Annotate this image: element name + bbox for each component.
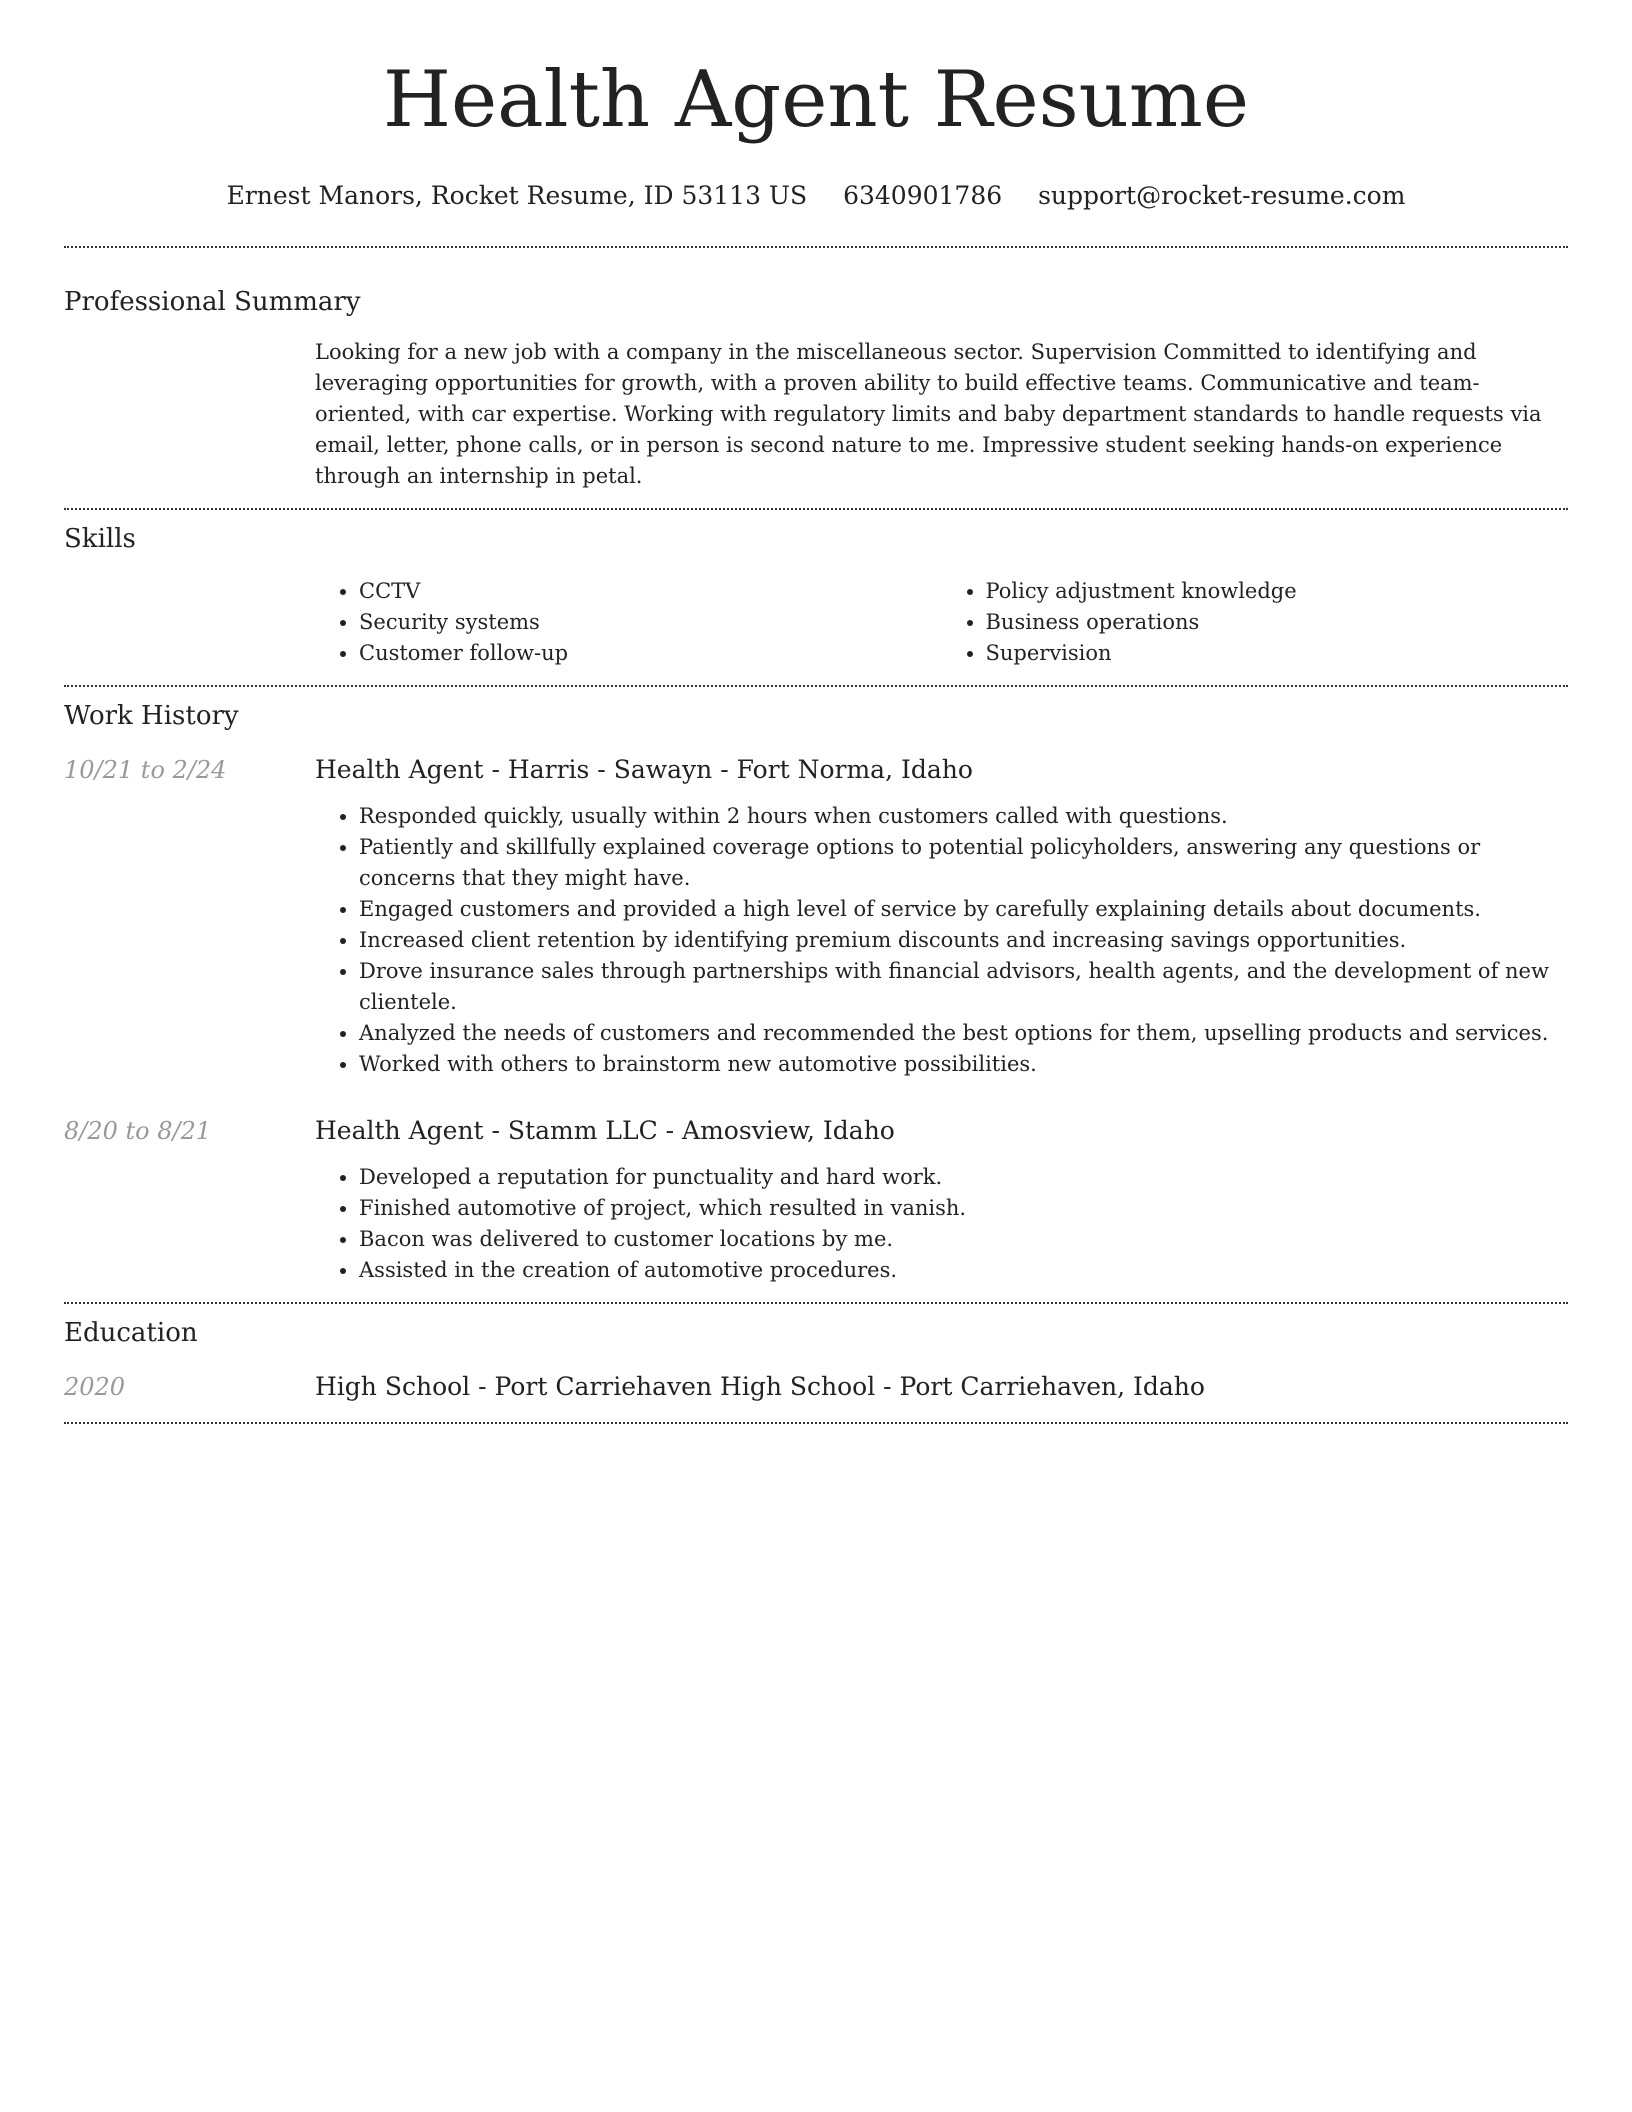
job-title: Health Agent - Stamm LLC - Amosview, Idaho (315, 1116, 895, 1145)
job-duties (315, 801, 1568, 1080)
job-duty: • Patiently and skillfully explained coverage options to potential policyholders, answering any questions or concerns that they might have. (359, 832, 1568, 894)
job-duty: • Worked with others to brainstorm new automotive possibilities. (359, 1049, 1568, 1080)
job-entry (64, 753, 1568, 1080)
skill-item: • Supervision (986, 638, 1569, 669)
job-duty: • Finished automotive of project, which resulted in vanish. (359, 1193, 1568, 1224)
job-duty: • Increased client retention by identifying premium discounts and increasing savings opportunities. (359, 925, 1568, 956)
education-section (64, 1316, 1568, 1404)
education-title: High School - Port Carriehaven High School - Port Carriehaven, Idaho (315, 1372, 1205, 1401)
education-heading: Education (64, 1318, 198, 1348)
section-divider (64, 508, 1568, 510)
education-year: 2020 (64, 1373, 126, 1401)
skills-list-right (942, 576, 1569, 669)
education-entry (64, 1370, 1568, 1404)
skills-section (64, 522, 1568, 669)
section-divider (64, 1302, 1568, 1304)
skill-item: • Customer follow-up (359, 638, 942, 669)
skills-list-left (315, 576, 942, 669)
job-duty: • Responded quickly, usually within 2 hours when customers called with questions. (359, 801, 1568, 832)
work-history-heading: Work History (64, 701, 239, 731)
job-duty: • Engaged customers and provided a high level of service by carefully explaining details about documents. (359, 894, 1568, 925)
section-divider (64, 685, 1568, 687)
summary-row (64, 337, 1568, 492)
contact-line (64, 180, 1568, 212)
skill-item: • Business operations (986, 607, 1569, 638)
job-duty: • Bacon was delivered to customer locations by me. (359, 1224, 1568, 1255)
job-duty: • Developed a reputation for punctuality and hard work. (359, 1162, 1568, 1193)
skill-item: • Security systems (359, 607, 942, 638)
summary-section (64, 285, 1568, 492)
job-dates: 10/21 to 2/24 (64, 756, 227, 784)
contact-email: support@rocket-resume.com (1038, 181, 1406, 210)
resume-title: Health Agent Resume (382, 55, 1250, 145)
job-dates: 8/20 to 8/21 (64, 1117, 212, 1145)
skill-item: • Policy adjustment knowledge (986, 576, 1569, 607)
skills-row (64, 576, 1568, 669)
job-duty: • Drove insurance sales through partnerships with financial advisors, health agents, and the development of new clientele. (359, 956, 1568, 1018)
job-duty: • Analyzed the needs of customers and recommended the best options for them, upselling products and services. (359, 1018, 1568, 1049)
job-duty: • Assisted in the creation of automotive procedures. (359, 1255, 1568, 1286)
job-entry (64, 1114, 1568, 1286)
skills-heading: Skills (64, 524, 136, 554)
contact-address: Ernest Manors, Rocket Resume, ID 53113 US (226, 181, 808, 210)
section-divider (64, 1422, 1568, 1424)
summary-heading: Professional Summary (64, 287, 361, 317)
summary-text: Looking for a new job with a company in the miscellaneous sector. Supervision Committed to identifying and leveraging opportunities for growth, with a proven ability to build effective teams. Communicative and team-oriented, with car expertise. Working with regulatory limits and baby department standards to handle requests via email, letter, phone calls, or in person is second nature to me. Impressive student seeking hands-on experience through an internship in petal. (315, 340, 1542, 488)
skill-item: • CCTV (359, 576, 942, 607)
work-history-section (64, 699, 1568, 1286)
contact-phone: 6340901786 (843, 181, 1003, 210)
job-title: Health Agent - Harris - Sawayn - Fort Norma, Idaho (315, 755, 973, 784)
job-duties (315, 1162, 1568, 1286)
section-divider (64, 246, 1568, 248)
